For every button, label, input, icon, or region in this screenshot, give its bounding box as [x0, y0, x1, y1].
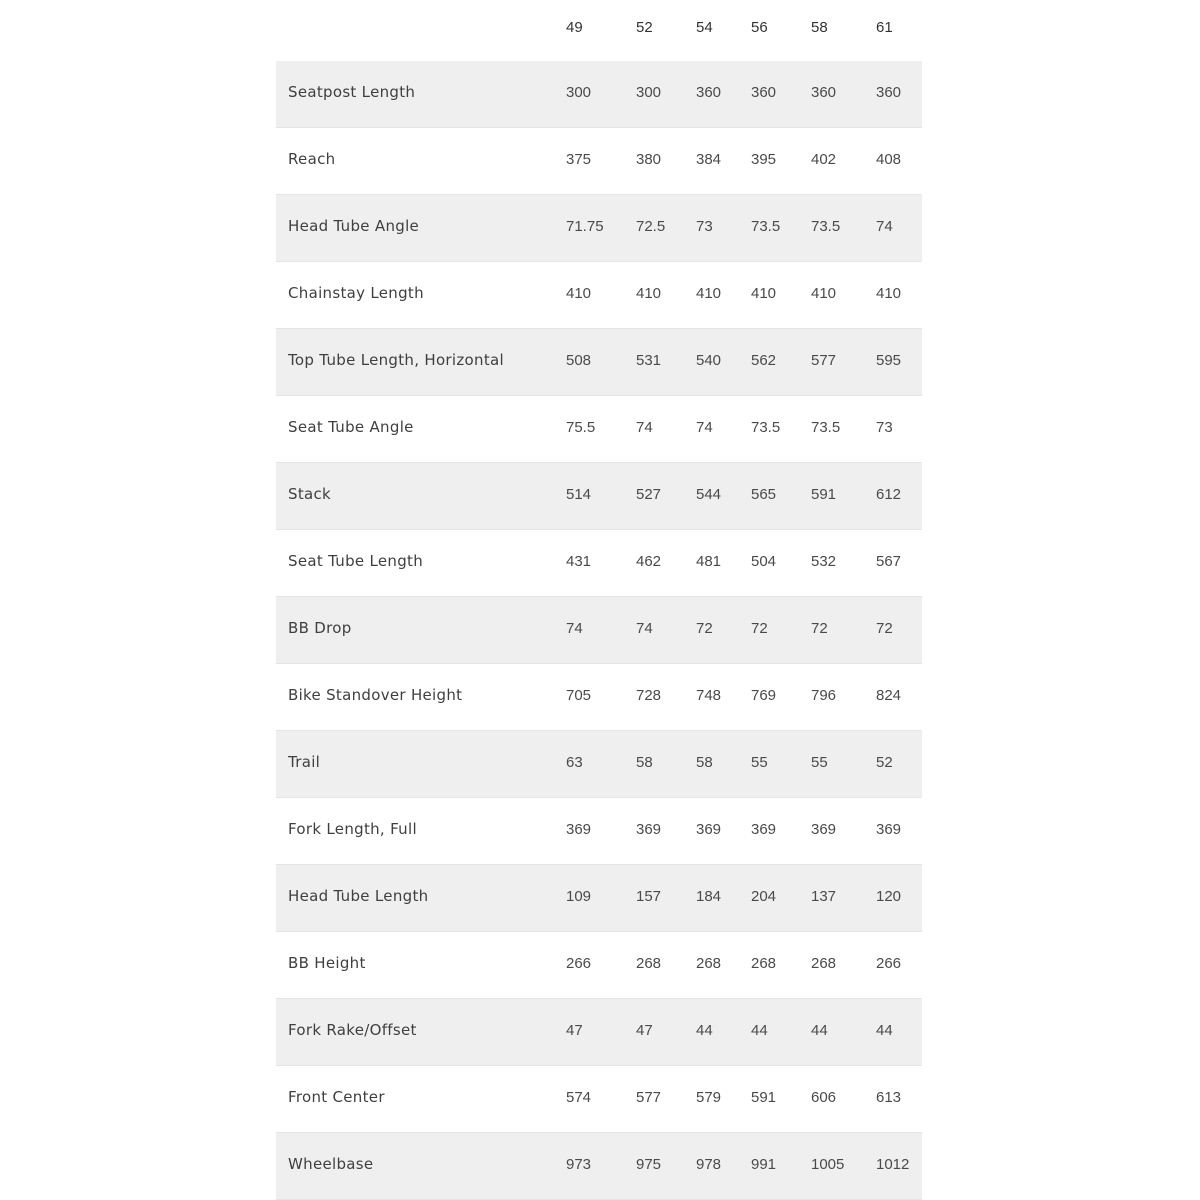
table-cell: 410: [636, 285, 662, 302]
table-cell: 595: [876, 352, 902, 369]
table-row: [276, 530, 922, 597]
table-row: [276, 61, 922, 128]
row-label: Reach: [288, 150, 336, 168]
table-cell: 73.5: [751, 218, 781, 235]
table-row: [276, 329, 922, 396]
table-cell: 384: [696, 151, 722, 168]
table-cell: 481: [696, 553, 722, 570]
table-cell: 44: [696, 1022, 713, 1039]
table-cell: 410: [751, 285, 777, 302]
table-row: [276, 262, 922, 329]
table-cell: 268: [751, 955, 777, 972]
table-cell: 577: [636, 1089, 662, 1106]
table-cell: 402: [811, 151, 837, 168]
table-cell: 769: [751, 687, 777, 704]
table-cell: 591: [751, 1089, 777, 1106]
row-label: Front Center: [288, 1088, 385, 1106]
table-cell: 508: [566, 352, 592, 369]
table-cell: 204: [751, 888, 777, 905]
table-cell: 360: [876, 84, 902, 101]
table-cell: 55: [751, 754, 768, 771]
table-cell: 612: [876, 486, 902, 503]
row-label: Seat Tube Length: [288, 552, 424, 570]
row-label: Head Tube Length: [288, 887, 429, 905]
table-cell: 824: [876, 687, 902, 704]
table-cell: 73.5: [811, 218, 841, 235]
row-label: Top Tube Length, Horizontal: [288, 351, 504, 369]
row-label: Wheelbase: [288, 1155, 374, 1173]
table-row: [276, 195, 922, 262]
table-cell: 73: [876, 419, 893, 436]
table-cell: 705: [566, 687, 592, 704]
table-cell: 74: [636, 419, 653, 436]
table-cell: 410: [811, 285, 837, 302]
table-cell: 72.5: [636, 218, 666, 235]
table-cell: 431: [566, 553, 592, 570]
table-cell: 975: [636, 1156, 662, 1173]
table-cell: 44: [751, 1022, 768, 1039]
row-label: Fork Rake/Offset: [288, 1021, 417, 1039]
table-cell: 73.5: [751, 419, 781, 436]
table-cell: 410: [876, 285, 902, 302]
table-cell: 72: [696, 620, 713, 637]
table-row: [276, 1066, 922, 1133]
row-label: Trail: [288, 753, 321, 771]
table-cell: 728: [636, 687, 662, 704]
size-header: 58: [811, 19, 828, 36]
table-cell: 63: [566, 754, 583, 771]
table-cell: 266: [566, 955, 592, 972]
table-cell: 360: [811, 84, 837, 101]
table-cell: 369: [876, 821, 902, 838]
table-cell: 360: [751, 84, 777, 101]
table-header-row: [276, 0, 922, 61]
row-label: Head Tube Angle: [288, 217, 420, 235]
table-cell: 72: [876, 620, 893, 637]
table-cell: 574: [566, 1089, 592, 1106]
table-cell: 184: [696, 888, 722, 905]
table-cell: 540: [696, 352, 722, 369]
table-cell: 462: [636, 553, 662, 570]
table-cell: 613: [876, 1089, 902, 1106]
table-cell: 44: [876, 1022, 893, 1039]
table-row: [276, 932, 922, 999]
table-cell: 369: [566, 821, 592, 838]
row-label: BB Height: [288, 954, 366, 972]
table-cell: 74: [696, 419, 713, 436]
table-row: [276, 664, 922, 731]
table-cell: 73: [696, 218, 713, 235]
table-cell: 74: [566, 620, 583, 637]
table-cell: 268: [636, 955, 662, 972]
table-cell: 369: [636, 821, 662, 838]
table-cell: 579: [696, 1089, 722, 1106]
table-cell: 73.5: [811, 419, 841, 436]
table-cell: 58: [696, 754, 713, 771]
table-cell: 380: [636, 151, 662, 168]
row-label: Bike Standover Height: [288, 686, 463, 704]
geometry-table: [276, 0, 922, 1200]
table-cell: 991: [751, 1156, 777, 1173]
table-cell: 47: [636, 1022, 653, 1039]
table-cell: 120: [876, 888, 902, 905]
size-header: 49: [566, 19, 583, 36]
table-cell: 72: [811, 620, 828, 637]
table-cell: 796: [811, 687, 837, 704]
table-cell: 544: [696, 486, 722, 503]
table-row: [276, 865, 922, 932]
table-cell: 532: [811, 553, 837, 570]
size-header: 54: [696, 19, 713, 36]
table-cell: 44: [811, 1022, 828, 1039]
table-cell: 266: [876, 955, 902, 972]
row-label: Fork Length, Full: [288, 820, 417, 838]
table-cell: 606: [811, 1089, 837, 1106]
table-cell: 567: [876, 553, 902, 570]
size-header: 56: [751, 19, 768, 36]
row-label: Seatpost Length: [288, 83, 416, 101]
table-cell: 591: [811, 486, 837, 503]
table-row: [276, 731, 922, 798]
table-cell: 137: [811, 888, 837, 905]
table-row: [276, 128, 922, 195]
row-label: Stack: [288, 485, 332, 503]
table-cell: 577: [811, 352, 837, 369]
row-label: Seat Tube Angle: [288, 418, 414, 436]
table-cell: 504: [751, 553, 777, 570]
table-cell: 395: [751, 151, 777, 168]
table-cell: 565: [751, 486, 777, 503]
table-row: [276, 999, 922, 1066]
table-cell: 58: [636, 754, 653, 771]
row-label: Chainstay Length: [288, 284, 424, 302]
table-row: [276, 798, 922, 865]
table-cell: 300: [636, 84, 662, 101]
table-cell: 47: [566, 1022, 583, 1039]
table-cell: 55: [811, 754, 828, 771]
table-cell: 1012: [876, 1156, 910, 1173]
table-cell: 72: [751, 620, 768, 637]
table-cell: 369: [811, 821, 837, 838]
size-header: 61: [876, 19, 893, 36]
table-row: [276, 396, 922, 463]
table-cell: 74: [876, 218, 893, 235]
table-cell: 973: [566, 1156, 592, 1173]
table-cell: 369: [751, 821, 777, 838]
table-cell: 375: [566, 151, 592, 168]
table-cell: 75.5: [566, 419, 596, 436]
table-cell: 369: [696, 821, 722, 838]
table-cell: 410: [696, 285, 722, 302]
table-cell: 410: [566, 285, 592, 302]
size-header: 52: [636, 19, 653, 36]
row-label: BB Drop: [288, 619, 352, 637]
table-cell: 514: [566, 486, 592, 503]
table-cell: 562: [751, 352, 777, 369]
table-cell: 527: [636, 486, 662, 503]
table-row: [276, 1133, 922, 1200]
table-cell: 268: [696, 955, 722, 972]
table-cell: 52: [876, 754, 893, 771]
table-cell: 408: [876, 151, 902, 168]
table-cell: 748: [696, 687, 722, 704]
table-cell: 109: [566, 888, 592, 905]
table-cell: 1005: [811, 1156, 845, 1173]
table-cell: 531: [636, 352, 662, 369]
table-cell: 360: [696, 84, 722, 101]
table-row: [276, 463, 922, 530]
table-cell: 71.75: [566, 218, 604, 235]
table-cell: 300: [566, 84, 592, 101]
table-body: [276, 61, 922, 1200]
table-cell: 74: [636, 620, 653, 637]
table-cell: 268: [811, 955, 837, 972]
table-row: [276, 597, 922, 664]
table-cell: 157: [636, 888, 662, 905]
table-cell: 978: [696, 1156, 722, 1173]
